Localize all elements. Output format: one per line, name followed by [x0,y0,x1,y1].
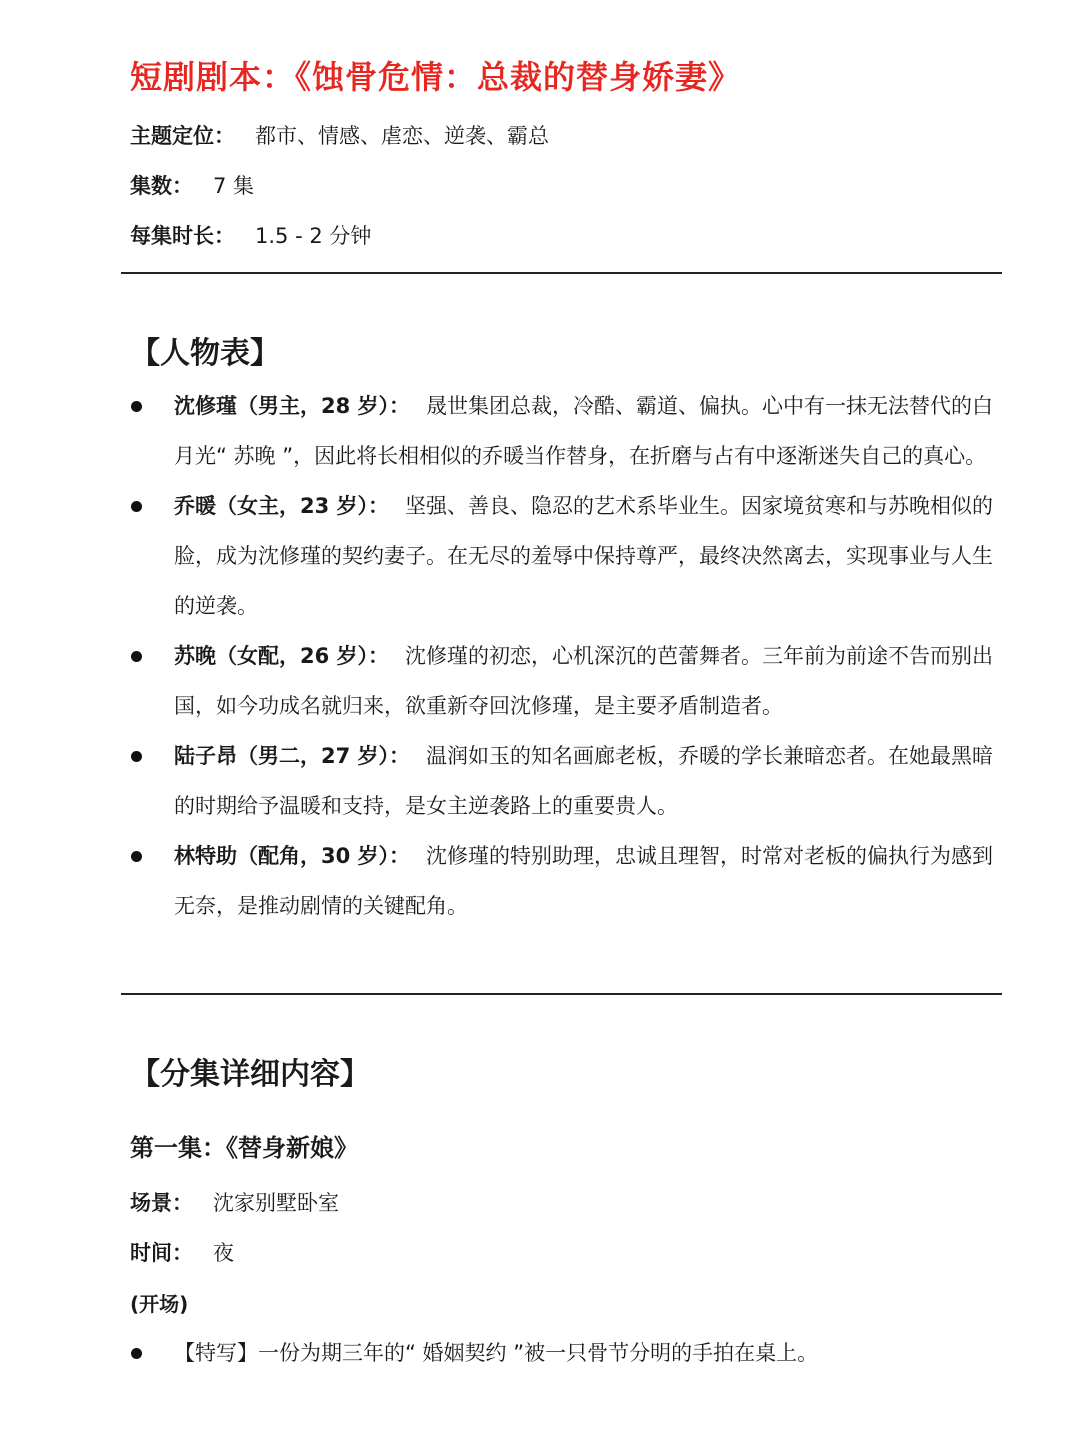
meta-episodes [130,170,254,200]
bullet-icon [131,1348,142,1359]
meta-duration [130,220,371,250]
document-title: 短剧剧本：《蚀骨危情：总裁的替身娇妻》 [130,58,742,96]
character-desc: 坚强、善良、隐忍的艺术系毕业生。因家境贫寒和与苏晚相似的脸，成为沈修瑾的契约妻子。在无尽的羞辱中保持尊严，最终决然离去，实现事业与人生的逆袭。 [174,494,994,618]
character-name: 苏晚（女配，26 岁）： [174,644,390,668]
time-line [130,1237,234,1267]
list-item [174,631,998,731]
episodes-heading: 【分集详细内容】 [130,1057,370,1092]
bullet-icon [131,851,142,862]
bullet-icon [131,401,142,412]
episode-title: 第一集：《替身新娘》 [130,1134,358,1162]
character-desc: 沈修瑾的初恋，心机深沉的芭蕾舞者。三年前为前途不告而别出国，如今功成名就归来，欲重新夺回沈修瑾，是主要矛盾制造者。 [174,644,994,718]
bullet-icon [131,751,142,762]
closeup-text: 【特写】一份为期三年的“ 婚姻契约 ”被一只骨节分明的手拍在桌上。 [174,1341,819,1365]
meta-theme-value: 都市、情感、虐恋、逆袭、霸总 [255,124,549,148]
meta-theme-label: 主题定位： [130,124,235,148]
meta-duration-label: 每集时长： [130,224,235,248]
list-item [174,381,998,481]
time-value: 夜 [213,1241,234,1265]
divider [121,272,1002,274]
bullet-icon [131,501,142,512]
opening-label: (开场) [130,1292,189,1316]
character-name: 沈修瑾（男主，28 岁）： [174,394,411,418]
meta-duration-value: 1.5 - 2 分钟 [255,224,372,248]
list-item [174,831,998,931]
meta-theme [130,120,549,150]
character-name: 乔暖（女主，23 岁）： [174,494,390,518]
meta-episodes-label: 集数： [130,174,193,198]
scene-label: 场景： [130,1191,193,1215]
scene-value: 沈家别墅卧室 [213,1191,339,1215]
bullet-icon [131,651,142,662]
character-name: 陆子昂（男二，27 岁）： [174,744,411,768]
character-list [0,381,1080,931]
list-item [174,1328,1014,1378]
character-desc: 沈修瑾的特别助理，忠诚且理智，时常对老板的偏执行为感到无奈，是推动剧情的关键配角。 [174,844,994,918]
character-name: 林特助（配角，30 岁）： [174,844,411,868]
character-desc: 温润如玉的知名画廊老板，乔暖的学长兼暗恋者。在她最黑暗的时期给予温暖和支持，是女主逆袭路上的重要贵人。 [174,744,994,818]
list-item [174,481,998,631]
meta-episodes-value: 7 集 [213,174,255,198]
time-label: 时间： [130,1241,193,1265]
list-item [174,731,998,831]
divider [121,993,1002,995]
characters-heading: 【人物表】 [130,336,280,371]
character-desc: 晟世集团总裁，冷酷、霸道、偏执。心中有一抹无法替代的白月光“ 苏晚 ”，因此将长相相似的乔暖当作替身，在折磨与占有中逐渐迷失自己的真心。 [174,394,994,468]
scene-line [130,1187,339,1217]
